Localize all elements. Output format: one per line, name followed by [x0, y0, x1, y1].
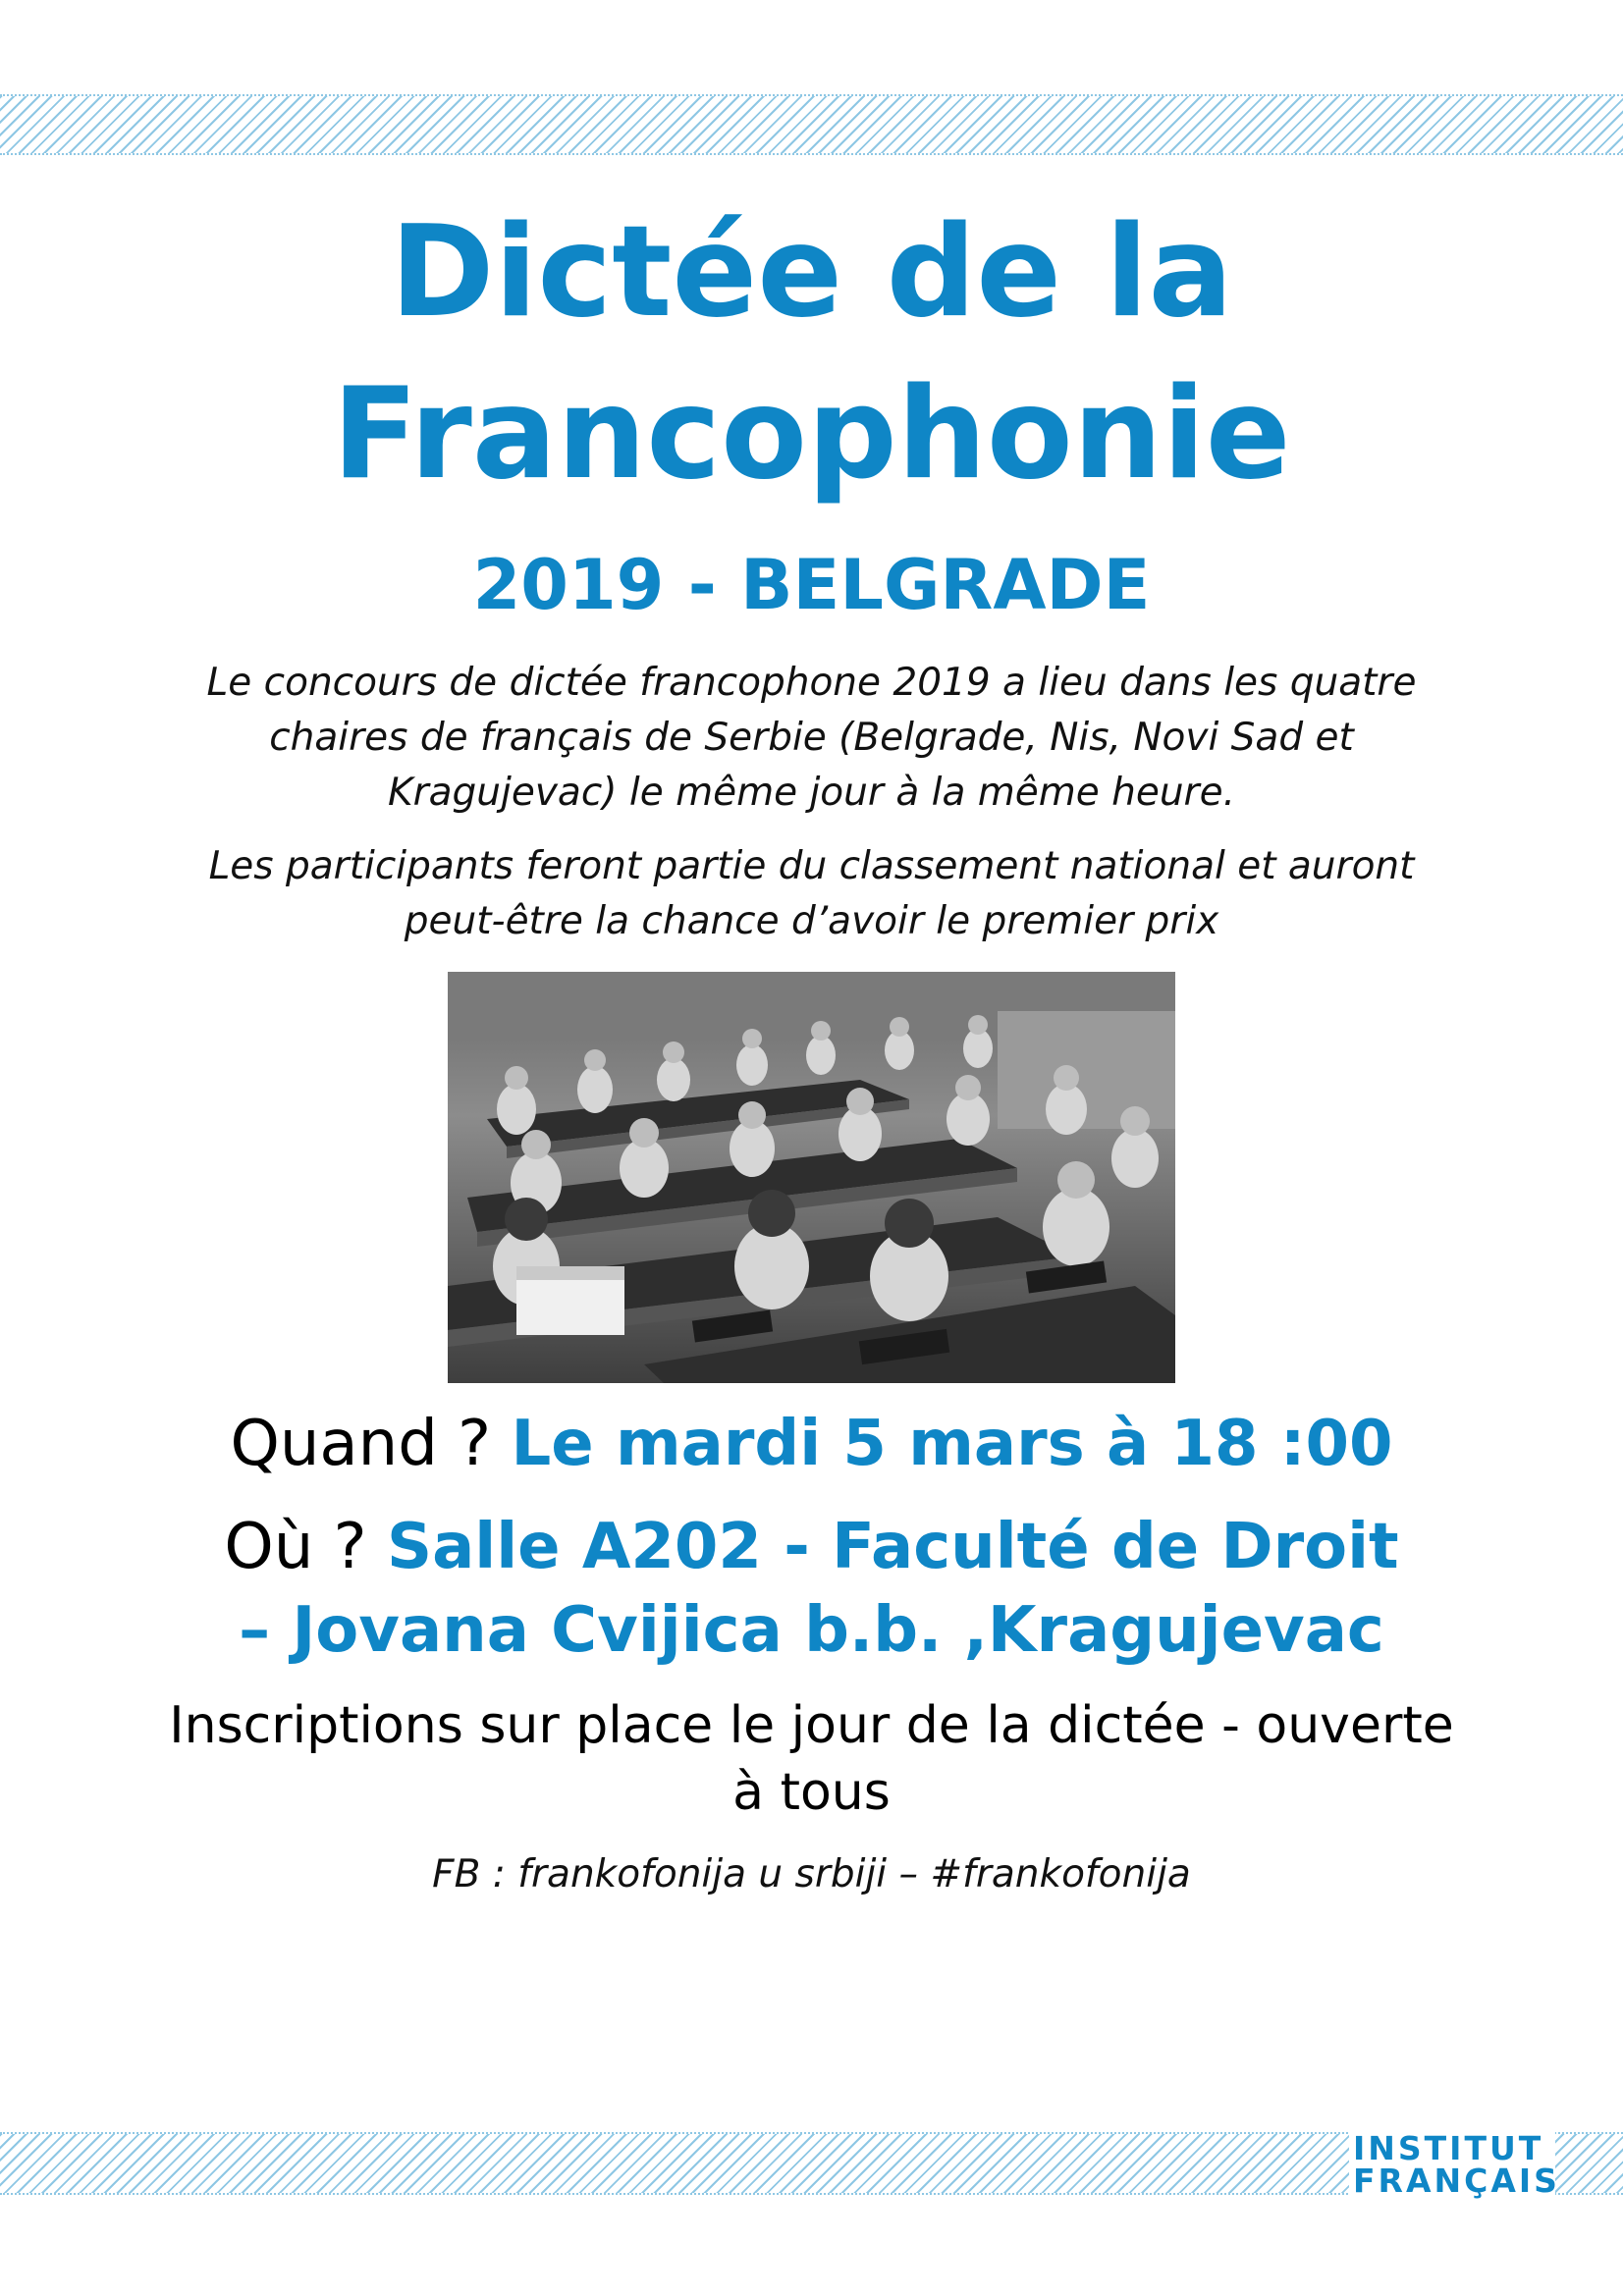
when-line	[0, 1406, 1623, 1482]
top-band-edge	[0, 94, 1623, 96]
classroom-photo	[448, 972, 1175, 1383]
registration-info: Inscriptions sur place le jour de la dictée - ouverte à tous	[169, 1696, 1454, 1822]
where-label: Où ?	[224, 1511, 387, 1583]
logo-line-2: FRANÇAIS	[1353, 2162, 1560, 2200]
classroom-photo-illustration	[448, 972, 1175, 1383]
when-value: Le mardi 5 mars à 18 :00	[511, 1408, 1393, 1480]
intro-paragraph-2: Les participants feront partie du classement national et auront peut-être la chance d’avoir le premier prix	[208, 844, 1415, 943]
where-value-line-2: – Jovana Cvijica b.b. ,Kragujevac	[239, 1594, 1384, 1667]
where-line-2	[0, 1592, 1623, 1669]
facebook-info: FB : frankofonija u srbiji – #frankofonija	[432, 1852, 1191, 1896]
institut-francais-logo	[1349, 2129, 1560, 2201]
subtitle: 2019 - BELGRADE	[472, 545, 1151, 625]
top-band-edge-bottom	[0, 153, 1623, 155]
logo-line-1: INSTITUT	[1353, 2129, 1544, 2167]
title-line-1: Dictée de la	[390, 199, 1233, 346]
where-line	[0, 1509, 1623, 1585]
where-value-line-1: Salle A202 - Faculté de Droit	[386, 1511, 1399, 1583]
intro-paragraph-1: Le concours de dictée francophone 2019 a lieu dans les quatre chaires de français de Serbie (Belgrade, Nis, Novi Sad et Kragujevac) le même jour à la même heure.	[206, 661, 1417, 815]
when-label: Quand ?	[230, 1408, 512, 1480]
top-pattern-band	[0, 96, 1623, 153]
title-line-2: Francophonie	[332, 361, 1291, 507]
